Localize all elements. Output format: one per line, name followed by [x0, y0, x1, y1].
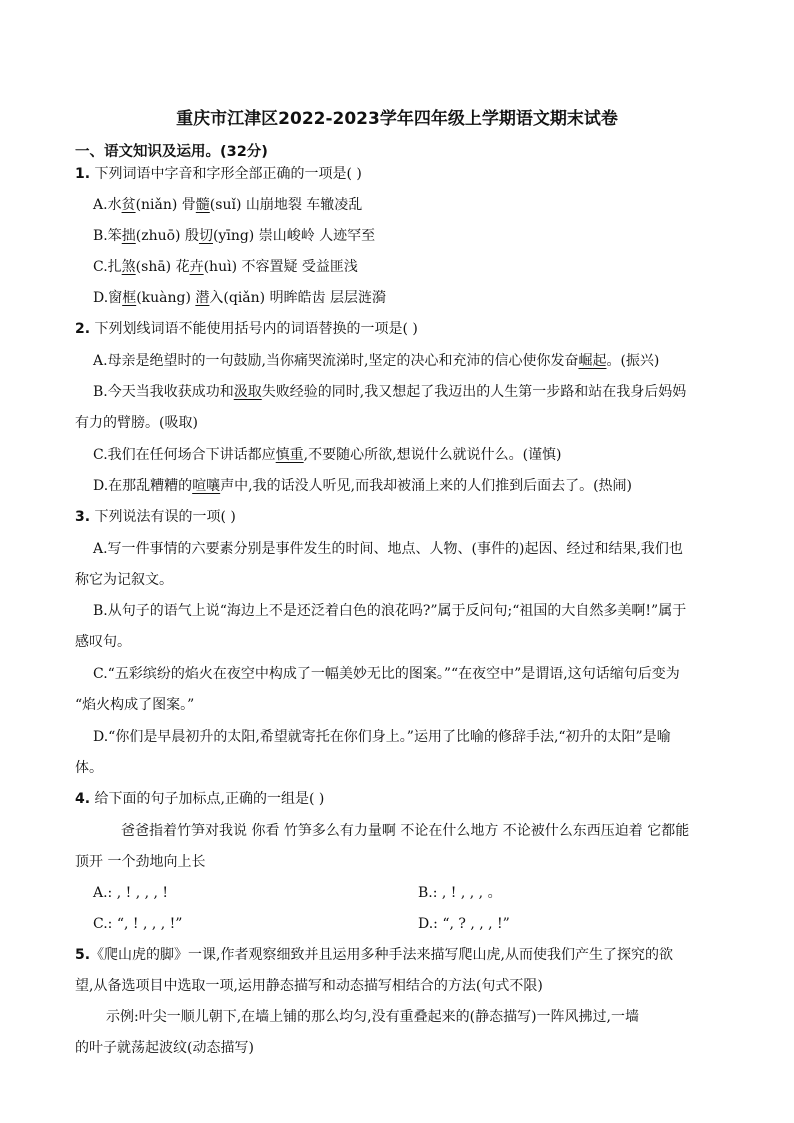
question-5 [75, 945, 673, 965]
q5-example-cont: 的叶子就荡起波纹(动态描写) [75, 1040, 254, 1056]
q4-sentence-cont: 顶开 一个劲地向上长 [75, 854, 206, 870]
question-2 [75, 319, 418, 339]
q4-option-a: A.: , ! , , , ! [93, 885, 169, 901]
q4-sentence: 爸爸指着竹笋对我说 你看 竹笋多么有力量啊 不论在什么地方 不论被什么东西压迫着 它都能 [121, 823, 690, 839]
q2-option-d: D.在那乱糟糟的喧嚷声中,我的话没人听见,而我却被涌上来的人们推到后面去了。(热闹) [93, 478, 633, 494]
q1-option-a: A.水贫(niǎn) 骨髓(suǐ) 山崩地裂 车辙凌乱 [93, 197, 363, 213]
q2-option-b: B.今天当我收获成功和汲取失败经验的同时,我又想起了我迈出的人生第一步路和站在我身后妈妈 [93, 384, 687, 400]
question-stem: 下列词语中字音和字形全部正确的一项是( ) [94, 166, 362, 182]
q4-option-b: B.: , ! , , , 。 [418, 885, 502, 901]
question-number: 4. [75, 791, 91, 807]
q2-option-a: A.母亲是绝望时的一句鼓励,当你痛哭流涕时,坚定的决心和充沛的信心使你发奋崛起。(振兴) [93, 353, 660, 369]
question-number: 1. [75, 166, 91, 182]
q3-option-a-cont: 称它为记叙文。 [75, 572, 173, 588]
q5-stem-cont: 望,从备选项目中选取一项,运用静态描写和动态描写相结合的方法(句式不限) [75, 978, 543, 994]
q3-option-c-cont: “焰火构成了图案。” [75, 697, 195, 713]
question-stem: 《爬山虎的脚》一课,作者观察细致并且运用多种手法来描写爬山虎,从而使我们产生了探究的欲 [90, 947, 673, 963]
question-stem: 下列划线词语不能使用括号内的词语替换的一项是( ) [94, 321, 418, 337]
question-4 [75, 789, 324, 809]
question-3 [75, 507, 236, 527]
q1-option-b: B.笨拙(zhuō) 殷切(yīng) 崇山峻岭 人迹罕至 [93, 228, 376, 244]
q1-option-c: C.扎煞(shā) 花卉(huì) 不容置疑 受益匪浅 [93, 259, 358, 275]
q3-option-d: D.“你们是早晨初升的太阳,希望就寄托在你们身上。”运用了比喻的修辞手法,“初升的太阳”是喻 [93, 729, 671, 745]
q3-option-d-cont: 体。 [75, 760, 103, 776]
q1-option-d: D.窗框(kuàng) 潜入(qiǎn) 明眸皓齿 层层涟漪 [93, 290, 387, 306]
question-stem: 给下面的句子加标点,正确的一组是( ) [94, 791, 325, 807]
q3-option-b: B.从句子的语气上说“海边上不是还泛着白色的浪花吗?”属于反问句;“祖国的大自然多美啊!”属于 [93, 603, 687, 619]
question-1 [75, 164, 362, 184]
q3-option-b-cont: 感叹句。 [75, 634, 131, 650]
q4-option-d: D.: “, ? , , , !” [418, 916, 510, 932]
q4-option-c: C.: “, ! , , , !” [93, 916, 183, 932]
question-number: 2. [75, 321, 91, 337]
question-stem: 下列说法有误的一项( ) [94, 509, 236, 525]
section-heading: 一、语文知识及运用。(32分) [75, 144, 268, 160]
question-number: 3. [75, 509, 91, 525]
q3-option-c: C.“五彩缤纷的焰火在夜空中构成了一幅美妙无比的图案。”“在夜空中”是谓语,这句话缩句后变为 [93, 666, 680, 682]
question-number: 5. [75, 947, 91, 963]
q3-option-a: A.写一件事情的六要素分别是事件发生的时间、地点、人物、(事件的)起因、经过和结果,我们也 [93, 541, 683, 557]
q2-option-c: C.我们在任何场合下讲话都应慎重,不要随心所欲,想说什么就说什么。(谨慎) [93, 447, 562, 463]
q5-example: 示例:叶尖一顺儿朝下,在墙上铺的那么均匀,没有重叠起来的(静态描写)一阵风拂过,一墙 [106, 1009, 639, 1025]
q2-option-b-cont: 有力的臂膀。(吸取) [75, 415, 198, 431]
exam-title: 重庆市江津区2022-2023学年四年级上学期语文期末试卷 [176, 109, 618, 129]
